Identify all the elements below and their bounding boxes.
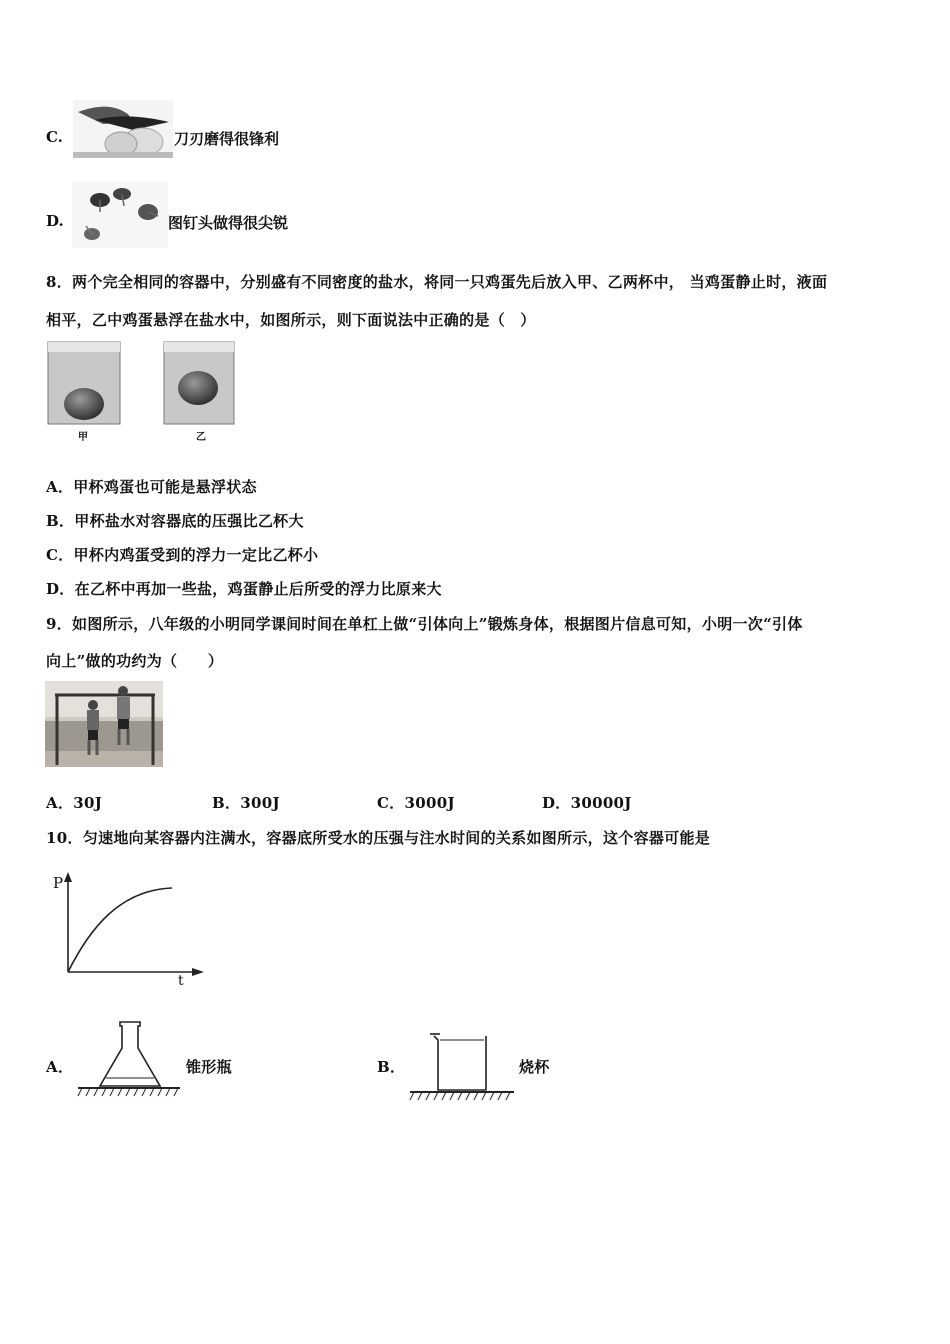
q10-option-b-text: 烧杯	[519, 1058, 550, 1076]
q8-option-b: B．甲杯盐水对容器底的压强比乙杯大	[46, 512, 304, 530]
pullup-photo	[45, 681, 163, 767]
label-jia: 甲	[78, 432, 88, 443]
q9-stem-line2: 向上”做的功约为（ ）	[46, 652, 224, 670]
pressure-time-graph	[50, 868, 210, 992]
label-yi: 乙	[196, 432, 206, 443]
q9-stem-line1: 9．如图所示，八年级的小明同学课间时间在单杠上做“引体向上”锻炼身体，根据图片信息可知，小明一次“引体	[46, 615, 803, 633]
q9-option-a: A．30J	[46, 794, 103, 812]
q10-option-a-letter: A．	[46, 1058, 74, 1076]
option-c-letter: C.	[46, 128, 63, 146]
beakers-figure	[46, 340, 236, 426]
thumbtack-image	[72, 182, 168, 248]
q9-option-c: C．3000J	[377, 794, 455, 812]
conical-flask-figure	[74, 1018, 184, 1104]
q10-option-a-text: 锥形瓶	[186, 1058, 232, 1076]
q8-stem-line1: 8．两个完全相同的容器中，分别盛有不同密度的盐水，将同一只鸡蛋先后放入甲、乙两杯中， 当鸡蛋静止时，液面	[46, 273, 828, 291]
option-d-text: 图钉头做得很尖锐	[168, 214, 289, 232]
q8-stem-line2: 相平，乙中鸡蛋悬浮在盐水中，如图所示，则下面说法中正确的是（ ）	[46, 311, 536, 329]
q10-option-b-letter: B．	[377, 1058, 406, 1076]
axis-label-t: t	[178, 973, 184, 989]
q8-option-c: C．甲杯内鸡蛋受到的浮力一定比乙杯小	[46, 546, 319, 564]
q9-option-b: B．300J	[212, 794, 280, 812]
q8-option-a: A．甲杯鸡蛋也可能是悬浮状态	[46, 478, 257, 496]
axis-label-p: P	[53, 874, 64, 892]
option-c-text: 刀刃磨得很锋利	[174, 130, 280, 148]
option-d-letter: D.	[46, 212, 64, 230]
q8-option-d: D．在乙杯中再加一些盐，鸡蛋静止后所受的浮力比原来大	[46, 580, 442, 598]
q10-stem: 10．匀速地向某容器内注满水，容器底所受水的压强与注水时间的关系如图所示，这个容器可能是	[46, 829, 711, 847]
knife-image	[73, 100, 173, 158]
beaker-figure	[406, 1028, 518, 1108]
pressure-curve	[68, 888, 172, 972]
y-axis-arrow	[64, 872, 72, 882]
q9-option-d: D．30000J	[542, 794, 632, 812]
x-axis-arrow	[192, 968, 204, 976]
